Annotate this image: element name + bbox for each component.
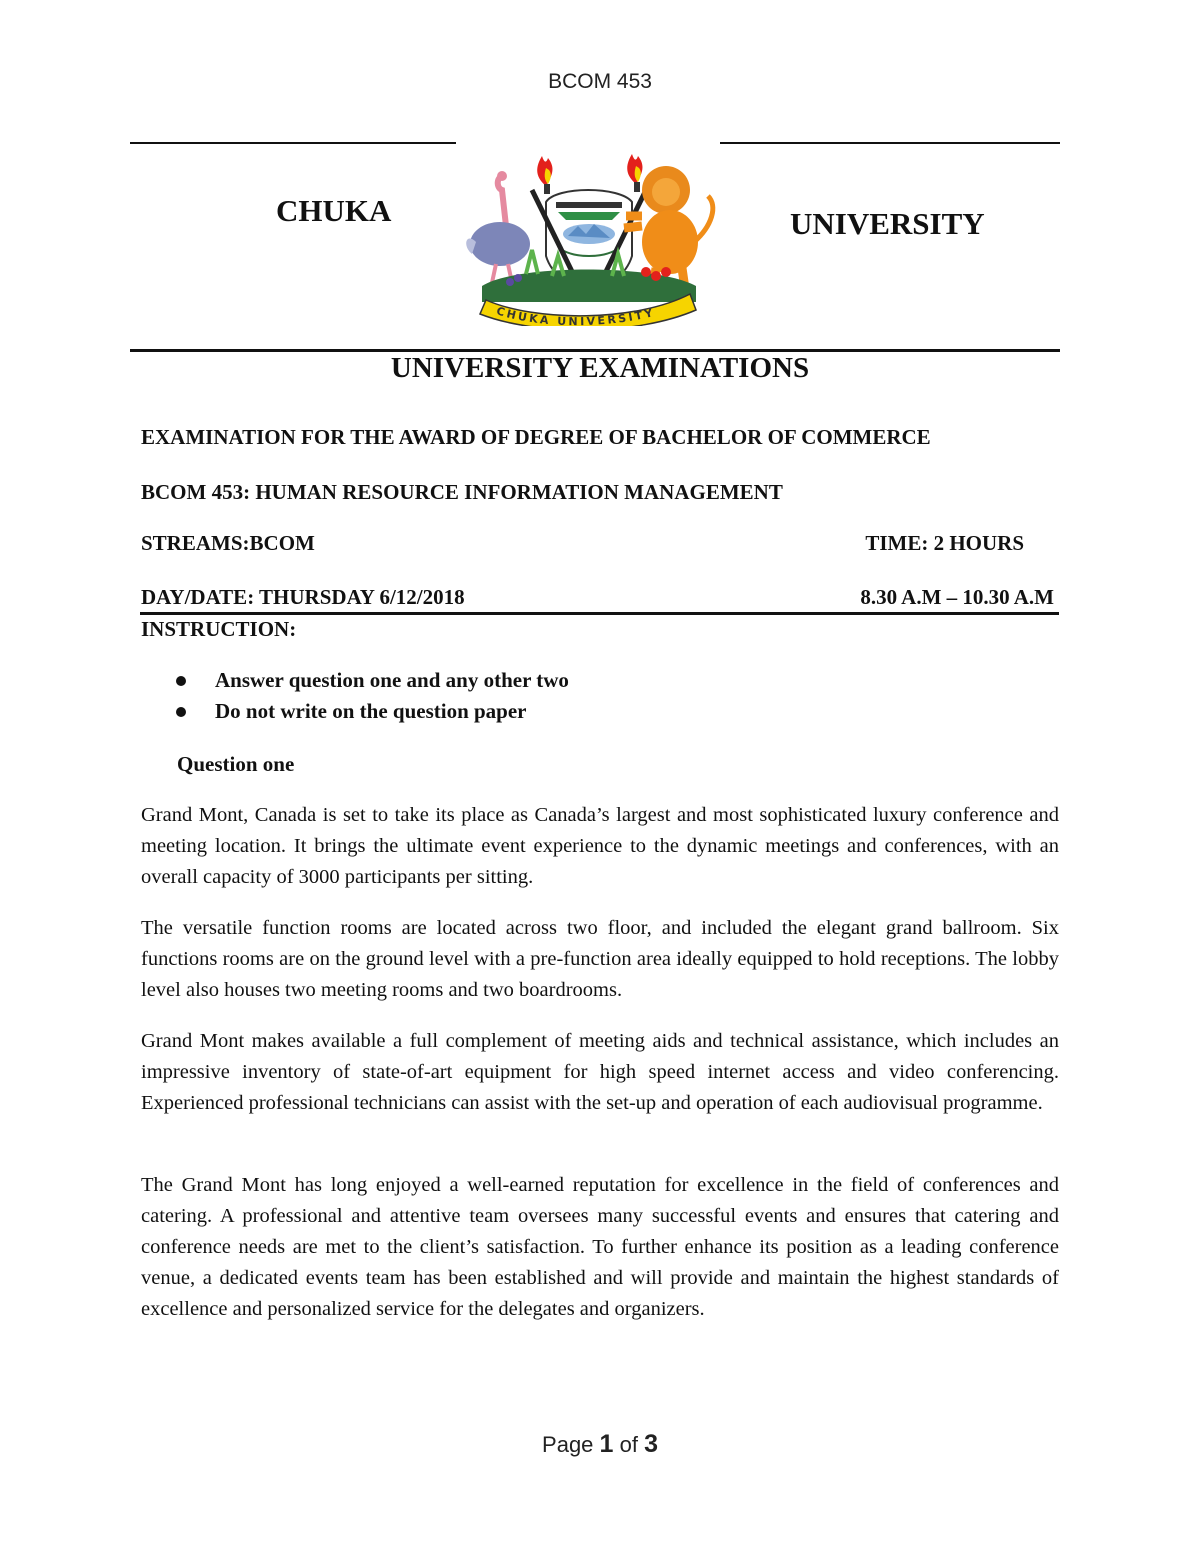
exam-duration: TIME: 2 HOURS xyxy=(865,531,1024,555)
university-name-left: CHUKA xyxy=(276,193,392,228)
bullet-icon xyxy=(176,707,186,717)
question-paragraph: Grand Mont, Canada is set to take its place as Canada’s largest and most sophisticated luxury conference and meeting location. It brings the ultimate event experience to the dynamic meetings and conferences, with an overall capacity of 3000 participants per sitting. xyxy=(141,804,1059,888)
running-header: BCOM 453 xyxy=(548,70,652,93)
instruction-text: Do not write on the question paper xyxy=(215,699,527,723)
list-item xyxy=(172,665,569,696)
streams-line: STREAMS:BCOM xyxy=(141,531,315,555)
right-torch-icon xyxy=(627,154,642,192)
left-torch-icon xyxy=(537,156,552,194)
page-footer xyxy=(0,1430,1200,1459)
exam-title: UNIVERSITY EXAMINATIONS xyxy=(390,352,810,384)
ostrich-icon xyxy=(466,171,530,292)
award-line: EXAMINATION FOR THE AWARD OF DEGREE OF BACHELOR OF COMMERCE xyxy=(141,425,931,449)
svg-text:CHUKA UNIVERSITY xyxy=(495,304,656,326)
course-line: BCOM 453: HUMAN RESOURCE INFORMATION MANAGEMENT xyxy=(141,480,783,504)
instruction-list xyxy=(172,665,569,727)
footer-page-word: Page xyxy=(542,1432,594,1457)
footer-page-number: 1 xyxy=(599,1430,614,1458)
university-crest-logo xyxy=(456,146,720,326)
instruction-text: Answer question one and any other two xyxy=(215,668,569,692)
details-bottom-rule xyxy=(140,612,1059,615)
header-rule-left xyxy=(130,142,456,144)
footer-of-word: of xyxy=(619,1432,638,1457)
list-item xyxy=(172,696,569,727)
instruction-label: INSTRUCTION: xyxy=(141,617,297,641)
bullet-icon xyxy=(176,676,186,686)
question-heading: Question one xyxy=(177,752,295,776)
header-rule-right xyxy=(720,142,1060,144)
question-paragraph: Grand Mont makes available a full complement of meeting aids and technical assistance, which includes an impressive inventory of state-of-art equipment for high speed internet access and video conferencing. Experienced professional technicians can assist with the set-up and operation of each audiovisual programme. xyxy=(141,1030,1059,1114)
day-date-line: DAY/DATE: THURSDAY 6/12/2018 xyxy=(141,585,465,609)
university-name-right: UNIVERSITY xyxy=(790,206,985,241)
footer-page-total: 3 xyxy=(644,1430,658,1458)
question-paragraph: The Grand Mont has long enjoyed a well-earned reputation for excellence in the field of conferences and catering. A professional and attentive team oversees many successful events and ensures that catering and conference needs are met to the client’s satisfaction. To further enhance its position as a leading conference venue, a dedicated events team has been established and will provide and maintain the highest standards of excellence and personalized service for the delegates and organizers. xyxy=(141,1174,1059,1320)
exam-time-range: 8.30 A.M – 10.30 A.M xyxy=(860,585,1054,609)
question-paragraph: The versatile function rooms are located across two floor, and included the elegant grand ballroom. Six functions rooms are on the ground level with a pre-function area ideally equipped to hold receptions. The lobby level also houses two meeting rooms and two boardrooms. xyxy=(141,917,1059,1001)
crest-banner-text: CHUKA UNIVERSITY xyxy=(494,304,657,326)
